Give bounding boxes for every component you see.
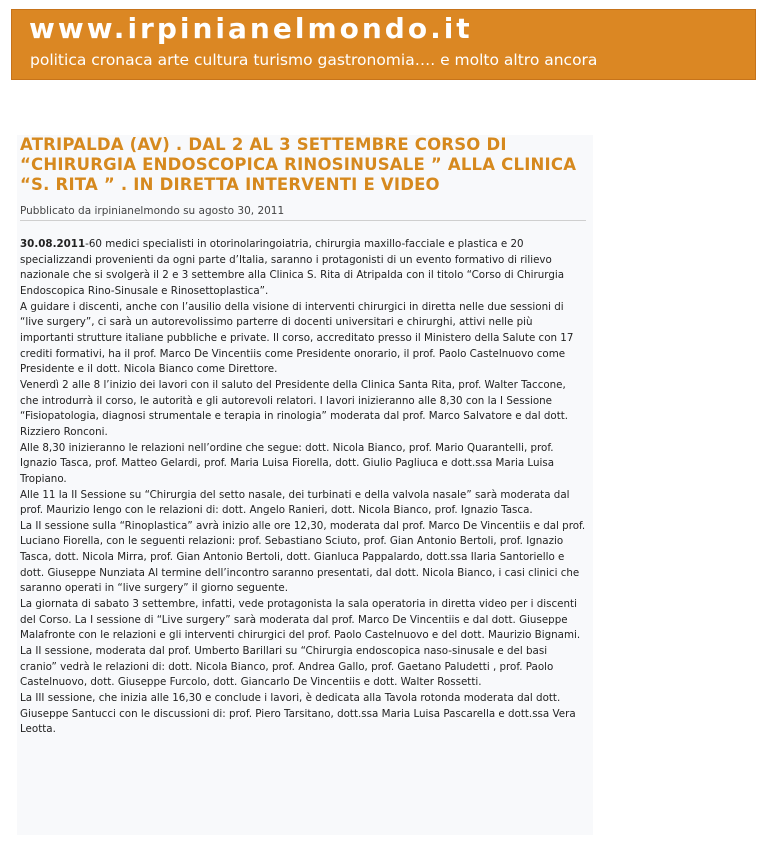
article-paragraph: A guidare i discenti, anche con l’ausilio della visione di interventi chirurgici in diretta nelle due sessioni di “live surgery”, ci sarà un autorevolissimo parterre di docenti universitari e chirurghi, attivi nelle più importanti strutture italiane pubbliche e private. Il corso, accreditato presso il Ministero della Salute con 17 crediti formativi, ha il prof. Marco De Vincentiis come Presidente onorario, il prof. Paolo Castelnuovo come Presidente e il dott. Nicola Bianco come Direttore. (20, 300, 574, 376)
site-tagline: politica cronaca arte cultura turismo gastronomia…. e molto altro ancora (30, 51, 598, 69)
article-paragraph: La giornata di sabato 3 settembre, infatti, vede protagonista la sala operatoria in diretta video per i discenti del Corso. La I sessione di “Live surgery” sarà moderata dal prof. Marco De Vincentiis e dal dott. Giuseppe Malafronte con le relazioni e gli interventi chirurgici del prof. Paolo Castelnuovo e del dott. Maurizio Bignami. (20, 598, 581, 642)
article (17, 135, 593, 835)
article-body (20, 237, 586, 738)
article-paragraph: Venerdì 2 alle 8 l’inizio dei lavori con il saluto del Presidente della Clinica Santa Rita, prof. Walter Taccone, che introdurrà il corso, le autorità e gli autorevoli relatori. I lavori inizieranno alle 8,30 con la I Sessione “Fisiopatologia, diagnosi strumentale e terapia in rinologia” moderata dal prof. Marco Salvatore e dal dott. Rizziero Ronconi. (20, 378, 569, 438)
article-paragraph: La III sessione, che inizia alle 16,30 e conclude i lavori, è dedicata alla Tavola rotonda moderata dal dott. Giuseppe Santucci con le discussioni di: prof. Piero Tarsitano, dott.ssa Maria Luisa Pascarella e dott.ssa Vera Leotta. (20, 692, 576, 736)
article-byline: Pubblicato da irpinianelmondo su agosto 30, 2011 (20, 205, 586, 221)
article-paragraph: La II sessione, moderata dal prof. Umberto Barillari su “Chirurgia endoscopica naso-sinusale e del basi cranio” vedrà le relazioni di: dott. Nicola Bianco, prof. Andrea Gallo, prof. Gaetano Paludetti , prof. Paolo Castelnuovo, dott. Giuseppe Furcolo, dott. Giancarlo De Vincentiis e dott. Walter Rossetti. (20, 645, 554, 689)
article-paragraph-text: -60 medici specialisti in otorinolaringoiatria, chirurgia maxillo-facciale e plastica e 20 specializzandi provenienti da ogni parte d’Italia, saranno i protagonisti di un evento formativo di rilievo nazionale che si svolgerà il 2 e 3 settembre alla Clinica S. Rita di Atripalda con il titolo “Corso di Chirurgia Endoscopica Rino-Sinusale e Rinosettoplastica”. (20, 238, 565, 297)
article-paragraph (20, 237, 586, 300)
article-date: 30.08.2011 (20, 238, 86, 250)
article-paragraph: Alle 8,30 inizieranno le relazioni nell’ordine che segue: dott. Nicola Bianco, prof. Mario Quarantelli, prof. Ignazio Tasca, prof. Matteo Gelardi, prof. Maria Luisa Fiorella, dott. Giulio Pagliuca e dott.ssa Maria Luisa Tropiano. (20, 441, 555, 485)
article-paragraph: Alle 11 la II Sessione su “Chirurgia del setto nasale, dei turbinati e della valvola nasale” sarà moderata dal prof. Maurizio Iengo con le relazioni di: dott. Angelo Ranieri, dott. Nicola Bianco, prof. Ignazio Tasca. (20, 488, 570, 517)
article-paragraph: La II sessione sulla “Rinoplastica” avrà inizio alle ore 12,30, moderata dal prof. Marco De Vincentiis e dal prof. Luciano Fiorella, con le seguenti relazioni: prof. Sebastiano Sciuto, prof. Gian Antonio Bertoli, prof. Ignazio Tasca, dott. Nicola Mirra, prof. Gian Antonio Bertoli, dott. Gianluca Pappalardo, dott.ssa Ilaria Santoriello e dott. Giuseppe Nunziata Al termine dell’incontro saranno presentati, dal dott. Nicola Bianco, i casi clinici che saranno operati in “live surgery” il giorno seguente. (20, 519, 586, 595)
article-title[interactable]: ATRIPALDA (AV) . DAL 2 AL 3 SETTEMBRE CORSO DI “CHIRURGIA ENDOSCOPICA RINOSINUSALE ” ALLA CLINICA “S. RITA ” . IN DIRETTA INTERVENTI E VIDEO (20, 135, 577, 194)
site-url[interactable]: www.irpinianelmondo.it (29, 12, 473, 45)
site-header (11, 9, 756, 80)
